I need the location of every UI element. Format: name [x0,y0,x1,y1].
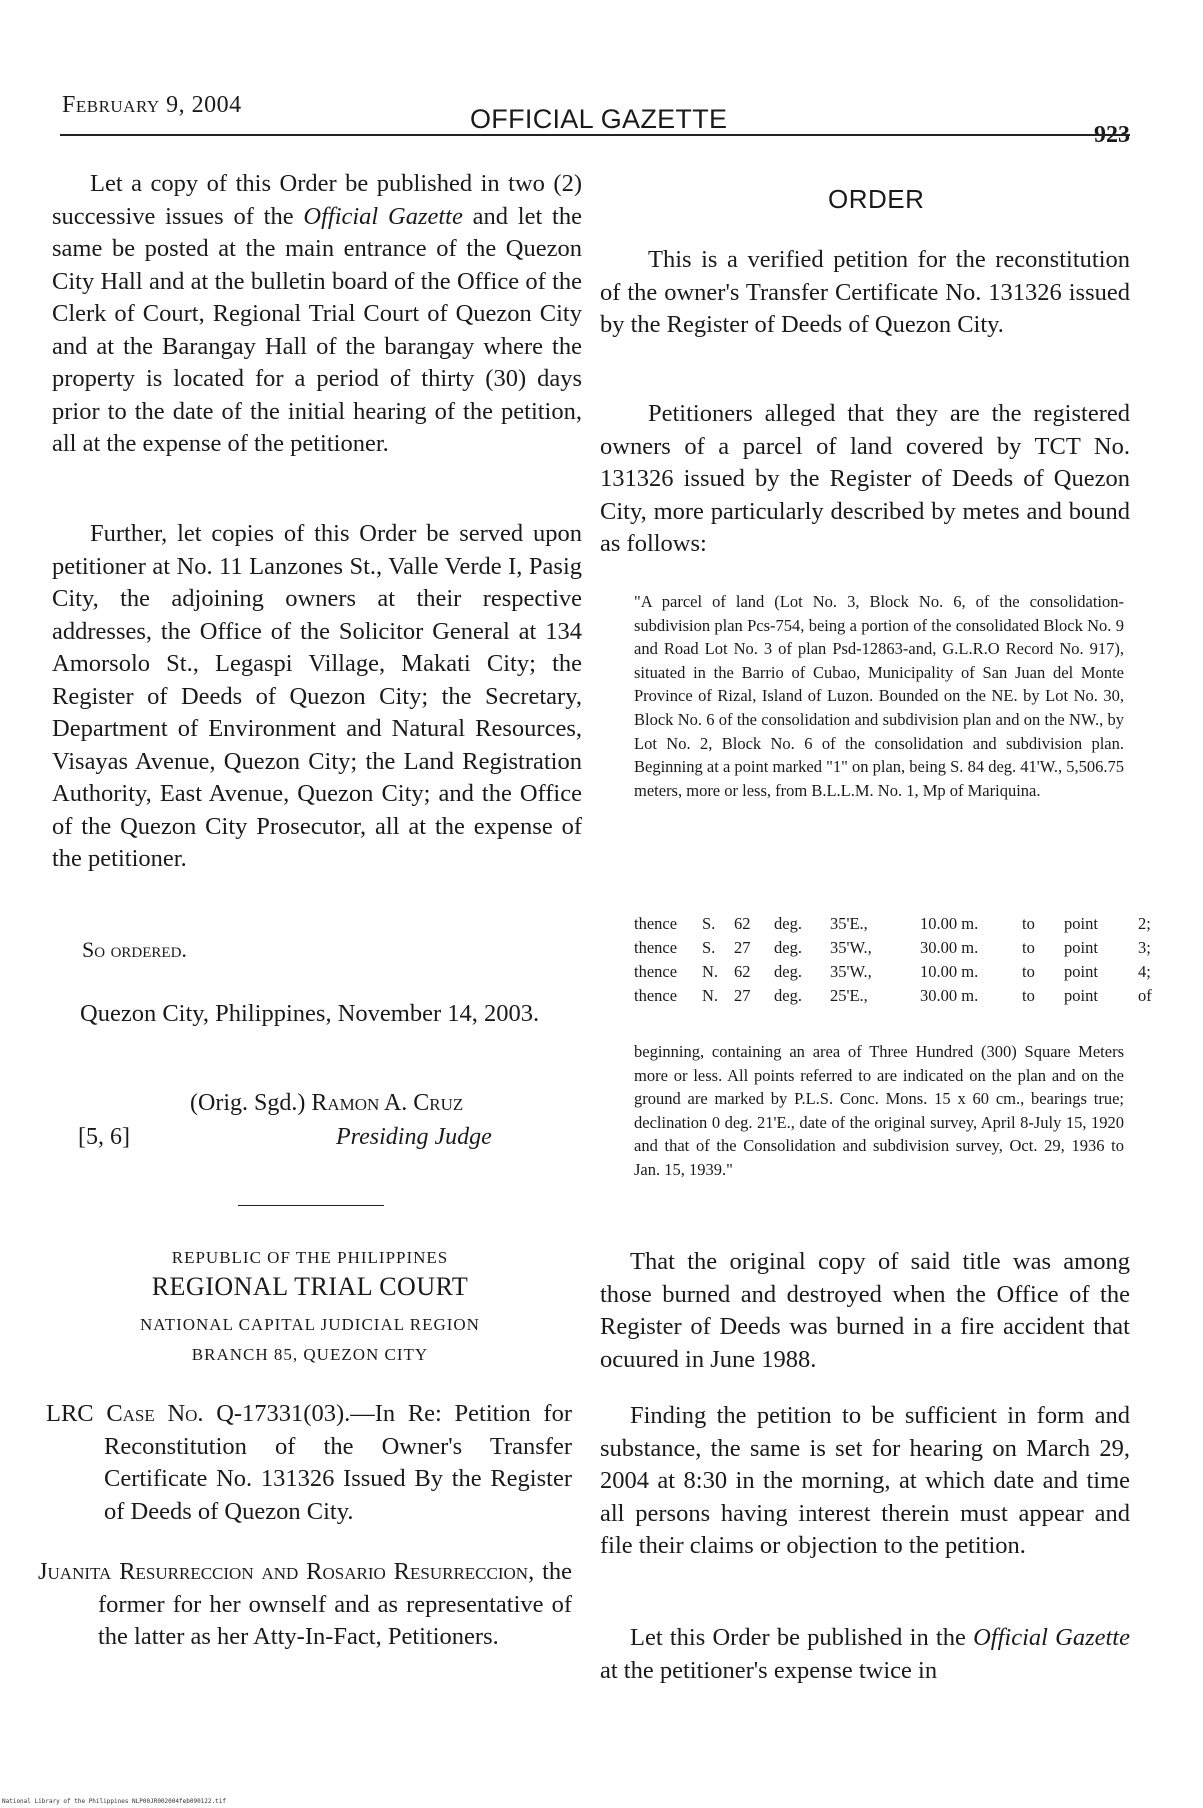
bearing-cell: thence [634,938,678,957]
page-number: 923 [1094,122,1130,148]
paragraph-text: and let the same be posted at the main entrance of the Quezon City Hall and at the bulletin board of the Office of the Clerk of Court, Regional Trial Court of Quezon City and at the Barangay Hall of the barangay where the property is located for a period of thirty (30) days prior to the date of the initial hearing of the petition, all at the expense of the petitioner. [52,202,582,457]
bearing-cell: 62 [734,914,751,933]
bearing-cell: 35'W., [830,962,872,981]
so-ordered: So ordered. [82,937,187,962]
paragraph-text: at the petitioner's expense twice in [600,1656,938,1684]
section-divider [238,1205,384,1206]
bearing-cell: 2; [1138,914,1151,933]
bearing-cell: point [1064,938,1098,957]
bearing-cell: point [1064,914,1098,933]
bearing-cell: N. [702,986,719,1005]
court-branch: BRANCH 85, QUEZON CITY [191,1345,429,1364]
issue-reference: [5, 6] [78,1124,130,1150]
signature-prefix: (Orig. Sgd.) [190,1090,312,1116]
bearing-cell: to [1022,914,1035,933]
case-text: —In Re: Petition for Reconstitution of the Owner's Transfer Certificate No. 131326 Issued By the Register of Deeds of Quezon City. [104,1400,572,1525]
court-republic: REPUBLIC OF THE PHILIPPINES [171,1248,449,1267]
publication-title: OFFICIAL GAZETTE [470,104,728,134]
left-paragraph-publication [52,168,582,461]
bearing-cell: S. [702,914,716,933]
bearing-cell: 10.00 m. [920,914,979,933]
judge-name: Ramon A. Cruz [311,1090,464,1116]
judge-title: Presiding Judge [336,1124,492,1150]
court-region: NATIONAL CAPITAL JUDICIAL REGION [140,1315,480,1334]
scan-footer: National Library of the Philippines NLP00JR002004feb090122.tif [2,1798,226,1805]
right-paragraph-publish [600,1622,1130,1687]
right-paragraph-fire: That the original copy of said title was among those burned and destroyed when the Office of the Register of Deeds was burned in a fire accident that ocuured in June 1988. [600,1248,1130,1373]
bearing-cell: 35'W., [830,938,872,957]
right-paragraph-petition: This is a verified petition for the reconstitution of the owner's Transfer Certificate No. 131326 issued by the Register of Deeds of Quezon City. [600,246,1130,338]
bearing-cell: 10.00 m. [920,962,979,981]
bearing-row [634,936,1174,960]
bearing-cell: deg. [774,962,802,981]
gazette-italic: Official Gazette [303,202,463,230]
case-number: LRC Case No. Q-17331(03). [46,1400,351,1427]
bearing-cell: point [1064,962,1098,981]
bearing-cell: 30.00 m. [920,986,979,1005]
bearing-cell: thence [634,962,678,981]
bearing-cell: 4; [1138,962,1151,981]
bearing-cell: thence [634,986,678,1005]
bearing-cell: 3; [1138,938,1151,957]
case-caption [46,1398,572,1528]
gazette-italic: Official Gazette [973,1624,1130,1651]
header-rule [60,134,1130,136]
bearing-cell: to [1022,938,1035,957]
order-heading: ORDER [828,184,925,214]
bearing-cell: N. [702,962,719,981]
land-description-continued: beginning, containing an area of Three Hundred (300) Square Meters more or less. All points referred to are indicated on the plan and on the ground are marked by P.L.S. Conc. Mons. 15 x 60 cm., bearings true; declination 0 deg. 21'E., date of the original survey, April 8-July 15, 1920 and that of the Consolidation and subdivision survey, Oct. 29, 1936 to Jan. 15, 1939." [634,1042,1124,1179]
land-description-quote: "A parcel of land (Lot No. 3, Block No. 6, of the consolidation-subdivision plan Pcs-754, being a portion of the consolidated Block No. 9 and Road Lot No. 3 of plan Psd-12863-and, G.L.R.O Record No. 917), situated in the Barrio of Cubao, Municipality of San Juan del Monte Province of Rizal, Island of Luzon. Bounded on the NE. by Lot No. 30, Block No. 6 of the consolidation and subdivision plan and on the NW., by Lot No. 2, Block No. 6 of the consolidation and subdivision plan. Beginning at a point marked "1" on plan, being S. 84 deg. 41'W., 5,506.75 meters, more or less, from B.L.L.M. No. 1, Mp of Mariquina. [634,592,1124,800]
court-name: REGIONAL TRIAL COURT [151,1272,469,1301]
bearing-cell: to [1022,962,1035,981]
petitioner-names: Juanita Resurreccion and Rosario Resurreccion [38,1558,529,1585]
bearing-cell: S. [702,938,716,957]
petitioners [38,1556,572,1654]
right-paragraph-allegation: Petitioners alleged that they are the registered owners of a parcel of land covered by TCT No. 131326 issued by the Register of Deeds of Quezon City, more particularly described by metes and bound as follows: [600,400,1130,557]
left-paragraph-service: Further, let copies of this Order be served upon petitioner at No. 11 Lanzones St., Valle Verde I, Pasig City, the adjoining owners at their respective addresses, the Office of the Solicitor General at 134 Amorsolo St., Legaspi Village, Makati City; the Register of Deeds of Quezon City; the Secretary, Department of Environment and Natural Resources, Visayas Avenue, Quezon City; the Land Registration Authority, East Avenue, Quezon City; and the Office of the Quezon City Prosecutor, all at the expense of the petitioner. [52,520,582,872]
bearing-cell: 35'E., [830,914,868,933]
bearing-cell: 30.00 m. [920,938,979,957]
paragraph-text: Let a copy of this Order be published in two (2) successive issues of the [52,170,582,230]
bearing-cell: thence [634,914,678,933]
bearing-cell: point [1064,986,1098,1005]
bearing-row [634,984,1174,1008]
bearing-cell: deg. [774,914,802,933]
bearings-table [634,912,1174,1008]
bearing-cell: deg. [774,986,802,1005]
bearing-row [634,960,1174,984]
bearing-cell: 62 [734,962,751,981]
bearing-cell: 25'E., [830,986,868,1005]
header-date: February 9, 2004 [62,92,242,118]
paragraph-text: Let this Order be published in the [630,1624,974,1651]
place-date: Quezon City, Philippines, November 14, 2003. [80,1000,540,1027]
bearing-row [634,912,1174,936]
signature-line [190,1090,463,1117]
bearing-cell: 27 [734,938,751,957]
bearing-cell: to [1022,986,1035,1005]
right-paragraph-hearing: Finding the petition to be sufficient in form and substance, the same is set for hearing on March 29, 2004 at 8:30 in the morning, at which date and time all persons having interest therein must appear and file their claims or objection to the petition. [600,1402,1130,1559]
bearing-cell: 27 [734,986,751,1005]
bearing-cell: deg. [774,938,802,957]
petitioner-text: , the former for her ownself and as representative of the latter as her Atty-In-Fact, Petitioners. [98,1558,572,1650]
bearing-cell: of [1138,986,1152,1005]
